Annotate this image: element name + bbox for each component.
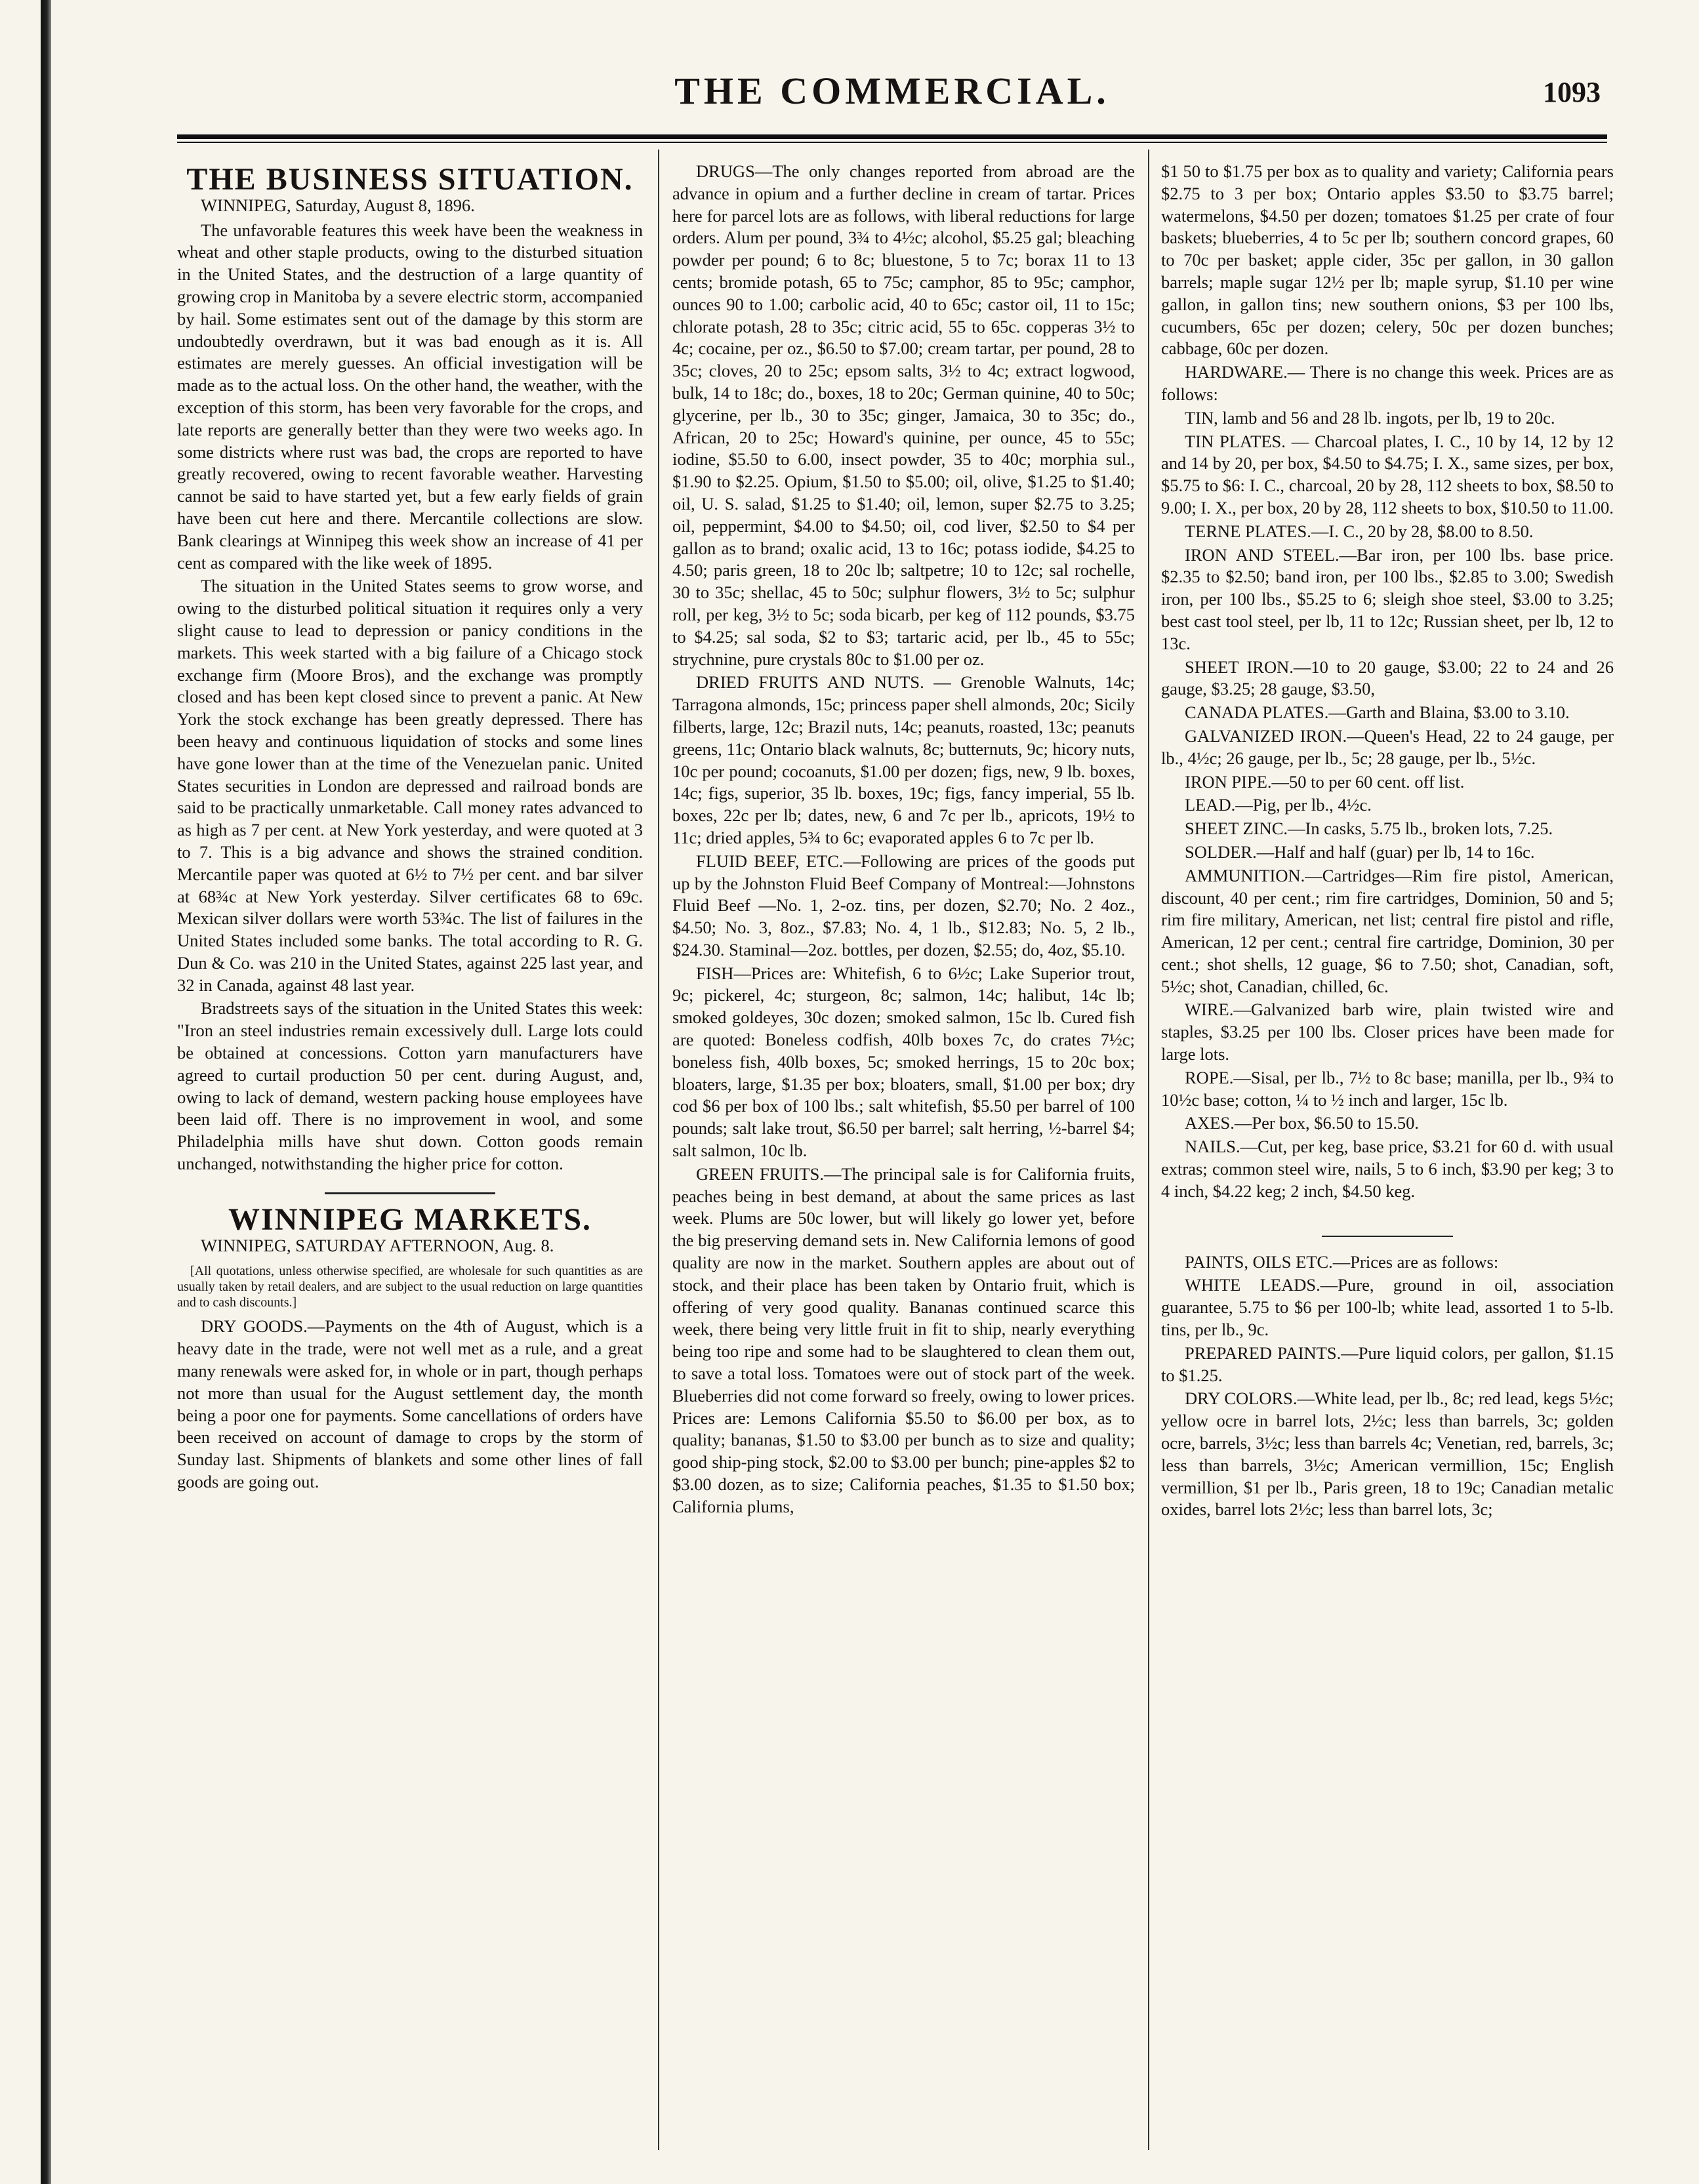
- masthead-rule-thin: [177, 142, 1607, 143]
- entry-label: IRON PIPE.: [1185, 771, 1272, 792]
- entry-label: DRY COLORS.: [1185, 1388, 1298, 1409]
- entry-text: —Cut, per keg, base price, $3.21 for 60 d. with usual extras; common steel wire, nails, 5 to 6 inch, $3.90 per keg; 3 to 4 inch, $4.22 keg; 2 inch, $4.50 keg.: [1161, 1137, 1614, 1201]
- entry-label: AMMUNITION.: [1185, 865, 1305, 885]
- entry-text: —White lead, per lb., 8c; red lead, kegs 5½c; yellow ocre in barrel lots, 2½c; less than barrels, 3c; golden ocre, barrels, 3½c; less than barrels 4c; Venetian, red, barrels, 3c; less than barrels, 3½c; American vermillion, 15c; English vermillion, $1 per lb., Paris green, 18 to 19c; Canadian metalic oxides, barrel lots 2½c; less than barrel lots, 3c;: [1161, 1388, 1614, 1520]
- entry-text: $1 50 to $1.75 per box as to quality and variety; California pears $2.75 to 3 per box; Ontario apples $3.50 to $3.75 barrel; watermelons, $4.50 per dozen; tomatoes $1.25 per crate of four baskets; blueberries, 4 to 5c per lb; southern concord grapes, 60 to 70c per basket; apple cider, 35c per gallon, in 30 gallon barrels; maple sugar 12½ per lb; maple syrup, $1.10 per wine gallon, in gallon tins; new southern onions, $3 per 100 lbs, cucumbers, 65c per dozen; celery, 50c per dozen bunches; cabbage, 60c per dozen.: [1161, 161, 1614, 359]
- publication-title: THE COMMERCIAL.: [674, 70, 1110, 112]
- market-entry: [1161, 1136, 1614, 1202]
- entry-label: FISH: [696, 963, 734, 983]
- market-entry: [1161, 1251, 1614, 1274]
- market-entry: [1161, 771, 1614, 794]
- binding-edge: [41, 0, 51, 2184]
- entry-label: CANADA PLATES.: [1185, 702, 1329, 723]
- market-entry: [1161, 361, 1614, 406]
- entry-text: —50 to per 60 cent. off list.: [1271, 771, 1465, 792]
- market-entry: [1161, 544, 1614, 655]
- business-paragraph: Bradstreets says of the situation in the United States this week: "Iron an steel industries remain excessively dull. Large lots could be obtained at concessions. Cotton yarn manufacturers have agreed to curtail production 50 per cent. during August, and, owing to lack of demand, western packing house employees have been laid off. There is no improvement in wool, and some Philadelphia mills have shut down. Cotton goods remain unchanged, notwithstanding the higher price for cotton.: [177, 998, 643, 1174]
- entry-label: DRIED FRUITS AND NUTS.: [696, 672, 924, 693]
- entry-label: PAINTS, OILS ETC.: [1185, 1251, 1333, 1272]
- markets-heading: WINNIPEG MARKETS.: [228, 1202, 592, 1237]
- market-entry: [1161, 407, 1614, 430]
- column-divider: [1148, 150, 1149, 2150]
- business-heading: THE BUSINESS SITUATION.: [186, 162, 634, 197]
- entry-text: — Grenoble Walnuts, 14c; Tarragona almonds, 15c; princess paper shell almonds, 20c; Sicily filberts, large, 12c; Brazil nuts, 14c; peanuts, roasted, 13c; peanuts greens, 11c; Ontario black walnuts, 8c; butternuts, 9c; hicory nuts, 10c per pound; cocoanuts, $1.00 per dozen; figs, new, 9 lb. boxes, 14c; figs, superior, 35 lb. boxes, 19c; figs, fancy imperial, 55 lb. boxes, 22c per lb; dates, new, 6 and 7c per lb., apricots, 19½ to 11c; dried apples, 5¾ to 6c; evaporated apples 6 to 7c per lb.: [672, 672, 1136, 847]
- entry-text: —Garth and Blaina, $3.00 to 3.10.: [1328, 702, 1570, 723]
- market-entry: [672, 672, 1135, 849]
- entry-label: DRUGS: [696, 161, 755, 181]
- column-divider: [658, 150, 659, 2150]
- business-paragraph: The unfavorable features this week have been the weakness in wheat and other staple products, owing to the disturbed situation in the United States, and the destruction of a large quantity of growing crop in Manitoba by a severe electric storm, accompanied by hail. Some estimates sent out of the damage by this storm are undoubtedly overdrawn, but it was bad enough as it is. All estimates are merely guesses. An official investigation will be made as to the actual loss. On the other hand, the weather, with the exception of this storm, has been very favorable for the crops, and late reports are generally better than they were two weeks ago. In some districts where rust was bad, the crops are reported to have greatly recovered, owing to recent favorable weather. Harvesting cannot be said to have started yet, but a few early fields of grain have been cut here and there. Mercantile collections are slow. Bank clearings at Winnipeg this week show an increase of 41 per cent as compared with the like week of 1895.: [177, 220, 643, 573]
- entry-text: —Pure liquid colors, per gallon, $1.15 to $1.25.: [1161, 1343, 1614, 1385]
- entry-text: —Galvanized barb wire, plain twisted wire and staples, $3.25 per 100 lbs. Closer prices have been made for large lots.: [1161, 1000, 1614, 1064]
- market-entry: [1161, 161, 1614, 360]
- masthead-rule: [177, 134, 1607, 139]
- entry-text: —In casks, 5.75 lb., broken lots, 7.25.: [1288, 819, 1553, 839]
- entry-label: TIN PLATES.: [1185, 431, 1286, 451]
- entry-label: SOLDER.: [1185, 841, 1257, 862]
- entry-text: — Charcoal plates, I. C., 10 by 14, 12 by 12 and 14 by 20, per box, $4.50 to $4.75; I. X., same sizes, per box, $5.75 to $6: I. C., charcoal, 20 by 28, 112 sheets to box, $8.50 to 9.00; I. X., per box, 20 by 28, 112 sheets to box, $10.50 to 11.00.: [1161, 431, 1614, 517]
- column-3: [1161, 161, 1614, 1522]
- entry-text: —Cartridges—Rim fire pistol, American, discount, 40 per cent.; rim fire cartridges, Dominion, 50 and 5; rim fire military, American, net list; central fire pistol and rifle, American, 12 per cent.; central fire cartridge, Dominion, 30 per cent.; shot shells, 12 guage, $6 to 7.50; shot, Canadian, soft, 5½c; shot, Canadian, chilled, 6c.: [1161, 865, 1614, 996]
- entry-text: —Prices are as follows:: [1332, 1251, 1499, 1272]
- entry-label: FLUID BEEF, ETC.: [696, 851, 844, 871]
- entry-text: —Pig, per lb., 4½c.: [1235, 795, 1372, 815]
- entry-label: WHITE LEADS.: [1185, 1275, 1320, 1295]
- entry-text: —Sisal, per lb., 7½ to 8c base; manilla, per lb., 9¾ to 10½c base; cotton, ¼ to ½ inch and larger, 15c lb.: [1161, 1067, 1614, 1110]
- entry-label: DRY GOODS.: [201, 1316, 308, 1337]
- section-separator: [1322, 1236, 1453, 1237]
- entry-text: —Half and half (guar) per lb, 14 to 16c.: [1256, 841, 1535, 862]
- entry-label: SHEET IRON.: [1185, 657, 1294, 677]
- market-entry: [1161, 865, 1614, 998]
- business-paragraph: The situation in the United States seems to grow worse, and owing to the disturbed political situation it requires only a very slight cause to lead to depression or panicy conditions in the markets. This week started with a big failure of a Chicago stock exchange firm (Moore Bros), and the exchange was promptly closed and has been kept closed since to prevent a panic. At New York the stock exchange has been greatly depressed. There has been heavy and continuous liquidation of stocks and some lines have gone lower than at the time of the Venezuelan panic. United States securities in London are depressed and railroad bonds are said to be practically unmarketable. Call money rates advanced to as high as 7 per cent. at New York yesterday, and were quoted at 3 to 7. This is a big advance and shows the strained condition. Mercantile paper was quoted at 6½ to 7½ per cent. and bar silver at 68¾c at New York yesterday. Silver certificates 68 to 69c. Mexican silver dollars were worth 53¾c. The list of failures in the United States included some banks. The total according to R. G. Dun & Co. was 210 in the United States, against 225 last year, and 32 in Canada, against 48 last year.: [177, 576, 643, 995]
- entry-text: —Bar iron, per 100 lbs. base price. $2.35 to $2.50; band iron, per 100 lbs., $2.85 to 3.00; Swedish iron, per 100 lbs., $5.25 to 6; sleigh shoe steel, $3.00 to 3.25; best cast tool steel, per lb, 11 to 12c; Russian sheet, per lb, 12 to 13c.: [1161, 544, 1614, 653]
- entry-label: ROPE.: [1185, 1067, 1234, 1087]
- market-entry: [1161, 521, 1614, 543]
- markets-note: [All quotations, unless otherwise specified, are wholesale for such quantities as are usually taken by retail dealers, and are subject to the usual reduction on large quantities and to cash discounts.]: [177, 1264, 643, 1310]
- entry-text: —10 to 20 gauge, $3.00; 22 to 24 and 26 gauge, $3.25; 28 gauge, $3.50,: [1161, 657, 1614, 699]
- entry-text: lamb and 56 and 28 lb. ingots, per lb, 19 to 20c.: [1218, 407, 1555, 428]
- market-entry: [672, 1163, 1135, 1518]
- market-entry: [1161, 1112, 1614, 1135]
- entry-text: —Prices are: Whitefish, 6 to 6½c; Lake Superior trout, 9c; pickerel, 4c; sturgeon, 8c; salmon, 14c; halibut, 14c lb; smoked goldeyes, 30c dozen; smoked salmon, 15c lb. Cured fish are quoted: Boneless codfish, 40lb boxes 7c, do crates 7½c; boneless fish, 40lb boxes, 5c; smoked herrings, 15 to 20c box; bloaters, large, $1.35 per box; bloaters, small, $1.00 per box; dry cod $6 per box of 100 lbs.; salt whitefish, $5.50 per barrel of 100 pounds; salt lake trout, $6.50 per barrel; salt herring, ½-barrel $4; salt salmon, 10c lb.: [672, 963, 1135, 1161]
- masthead: [177, 69, 1607, 128]
- market-entry: [1161, 702, 1614, 724]
- markets-dateline: WINNIPEG, SATURDAY AFTERNOON, Aug. 8.: [201, 1235, 554, 1255]
- market-entry: [1161, 1388, 1614, 1521]
- market-entry: [672, 161, 1135, 670]
- market-entry: [672, 851, 1135, 961]
- entry-label: PREPARED PAINTS.: [1185, 1343, 1341, 1363]
- market-entry: [1161, 1343, 1614, 1387]
- market-entry: [1161, 794, 1614, 817]
- entry-label: LEAD.: [1185, 795, 1236, 815]
- entry-label: GALVANIZED IRON.: [1185, 725, 1347, 746]
- market-entry: [1161, 657, 1614, 701]
- entry-label: TIN,: [1185, 407, 1218, 428]
- market-entry: [1161, 725, 1614, 770]
- entry-text: —Following are prices of the goods put up by the Johnston Fluid Beef Company of Montreal:—Johnstons Fluid Beef —No. 1, 2-oz. tins, per dozen, $2.70; No. 2 4oz., $4.50; No. 3, 8oz., $7.83; No. 4, 1 lb., $12.83; No. 5, 2 lb., $24.30. Staminal—2oz. bottles, per dozen, $2.55; do, 4oz, $5.10.: [672, 851, 1135, 960]
- entry-label: IRON AND STEEL.: [1185, 544, 1340, 565]
- market-entry: [1161, 841, 1614, 864]
- entry-label: GREEN FRUITS.: [696, 1163, 824, 1184]
- entry-text: —Queen's Head, 22 to 24 gauge, per lb., 4½c; 26 gauge, per lb., 5c; 28 gauge, per lb., 5½c.: [1161, 725, 1614, 768]
- business-dateline: WINNIPEG, Saturday, August 8, 1896.: [201, 195, 475, 215]
- entry-label: NAILS.: [1185, 1137, 1240, 1157]
- entry-label: AXES.: [1185, 1113, 1235, 1133]
- market-entry: [1161, 999, 1614, 1065]
- page-number: 1093: [1543, 76, 1601, 108]
- entry-label: SHEET ZINC.: [1185, 819, 1288, 839]
- market-entry: [1161, 1274, 1614, 1341]
- market-entry: [177, 1316, 643, 1493]
- market-entry: [1161, 818, 1614, 840]
- market-entry: [1161, 1067, 1614, 1112]
- section-separator: [325, 1192, 495, 1194]
- entry-text: — There is no change this week. Prices are as follows:: [1161, 362, 1614, 404]
- column-2: [672, 161, 1135, 1520]
- entry-text: —I. C., 20 by 28, $8.00 to 8.50.: [1311, 521, 1534, 541]
- market-entry: [672, 963, 1135, 1162]
- entry-label: TERNE PLATES.: [1185, 521, 1311, 541]
- entry-text: —Payments on the 4th of August, which is a heavy date in the trade, were not well met as a rule, and a great many renewals were asked for, in whole or in part, though perhaps not more than usual for the August settlement day, the month being a poor one for payments. Some cancellations of orders have been received on account of damage to crops by the storm of Sunday last. Shipments of blankets and some other lines of fall goods are going out.: [177, 1316, 643, 1492]
- entry-text: —The only changes reported from abroad are the advance in opium and a further decline in cream of tartar. Prices here for parcel lots are as follows, with liberal reductions for large orders. Alum per pound, 3¾ to 4½c; alcohol, $5.25 gal; bleaching powder per pound; 6 to 8c; bluestone, 5 to 7c; borax 11 to 13 cents; bromide potash, 65 to 75c; camphor, 85 to 95c; camphor, ounces 90 to 1.00; carbolic acid, 40 to 65c; castor oil, 11 to 15c; chlorate potash, 28 to 35c; citric acid, 55 to 65c. copperas 3½ to 4c; cocaine, per oz., $6.50 to $7.00; cream tartar, per pound, 28 to 35c; cloves, 20 to 25c; epsom salts, 3½ to 4c; extract logwood, bulk, 14 to 18c; do., boxes, 18 to 20c; German quinine, 40 to 50c; glycerine, per lb., 30 to 35c; ginger, Jamaica, 30 to 35c; do., African, 20 to 25c; Howard's quinine, per ounce, 45 to 55c; iodine, $5.50 to 6.00, insect powder, 35 to 40c; morphia sul., $1.90 to $2.25. Opium, $1.50 to $5.00; oil, olive, $1.25 to $1.40; oil, U. S. salad, $1.25 to $1.40; oil, lemon, super $2.75 to 3.25; oil, peppermint, $4.00 to $4.50; oil, cod liver, $2.50 to $4 per gallon as to brand; oxalic acid, 13 to 16c; potass iodide, $4.25 to 4.50; paris green, 18 to 20c lb; saltpetre; 10 to 12c; sal rochelle, 30 to 35c; shellac, 45 to 50c; sulphur flowers, 3½ to 5c; sulphur roll, per keg, 3½ to 5c; soda bicarb, per keg of 112 pounds, $3.75 to $4.25; sal soda, $2 to $3; tartaric acid, per lb., 45 to 55c; strychnine, pure crystals 80c to $1.00 per oz.: [672, 161, 1135, 669]
- column-1: [177, 161, 643, 1495]
- entry-text: —Pure, ground in oil, association guarantee, 5.75 to $6 per 100-lb; white lead, assorted 1 to 5-lb. tins, per lb., 9c.: [1161, 1275, 1614, 1340]
- entry-text: —The principal sale is for California fruits, peaches being in best demand, at about the same prices as last week. Plums are 50c lower, but will likely go lower yet, before the big preserving demand sets in. New California lemons of good quality are now in the market. Southern apples are about out of stock, and their place has been taken by Ontario fruit, which is offering of very good quality. Bananas continued scarce this week, there being very little fruit in fit to ship, nearly everything being too ripe and some had to be slaughtered to clean them out, to save a total loss. Tomatoes were out of stock part of the week. Blueberries did not come forward so freely, owing to lower prices. Prices are: Lemons California $5.50 to $6.00 per box, as to quality; bananas, $1.50 to $3.00 per bunch as to size and quality; good ship-ping stock, $2.00 to $3.00 per bunch; pine-apples $2 to $3.00 dozen, as to size; California peaches, $1.35 to $1.50 box; California plums,: [672, 1163, 1135, 1516]
- entry-label: WIRE.: [1185, 1000, 1234, 1020]
- market-entry: [1161, 431, 1614, 519]
- entry-text: —Per box, $6.50 to 15.50.: [1234, 1113, 1420, 1133]
- entry-label: HARDWARE.: [1185, 362, 1288, 382]
